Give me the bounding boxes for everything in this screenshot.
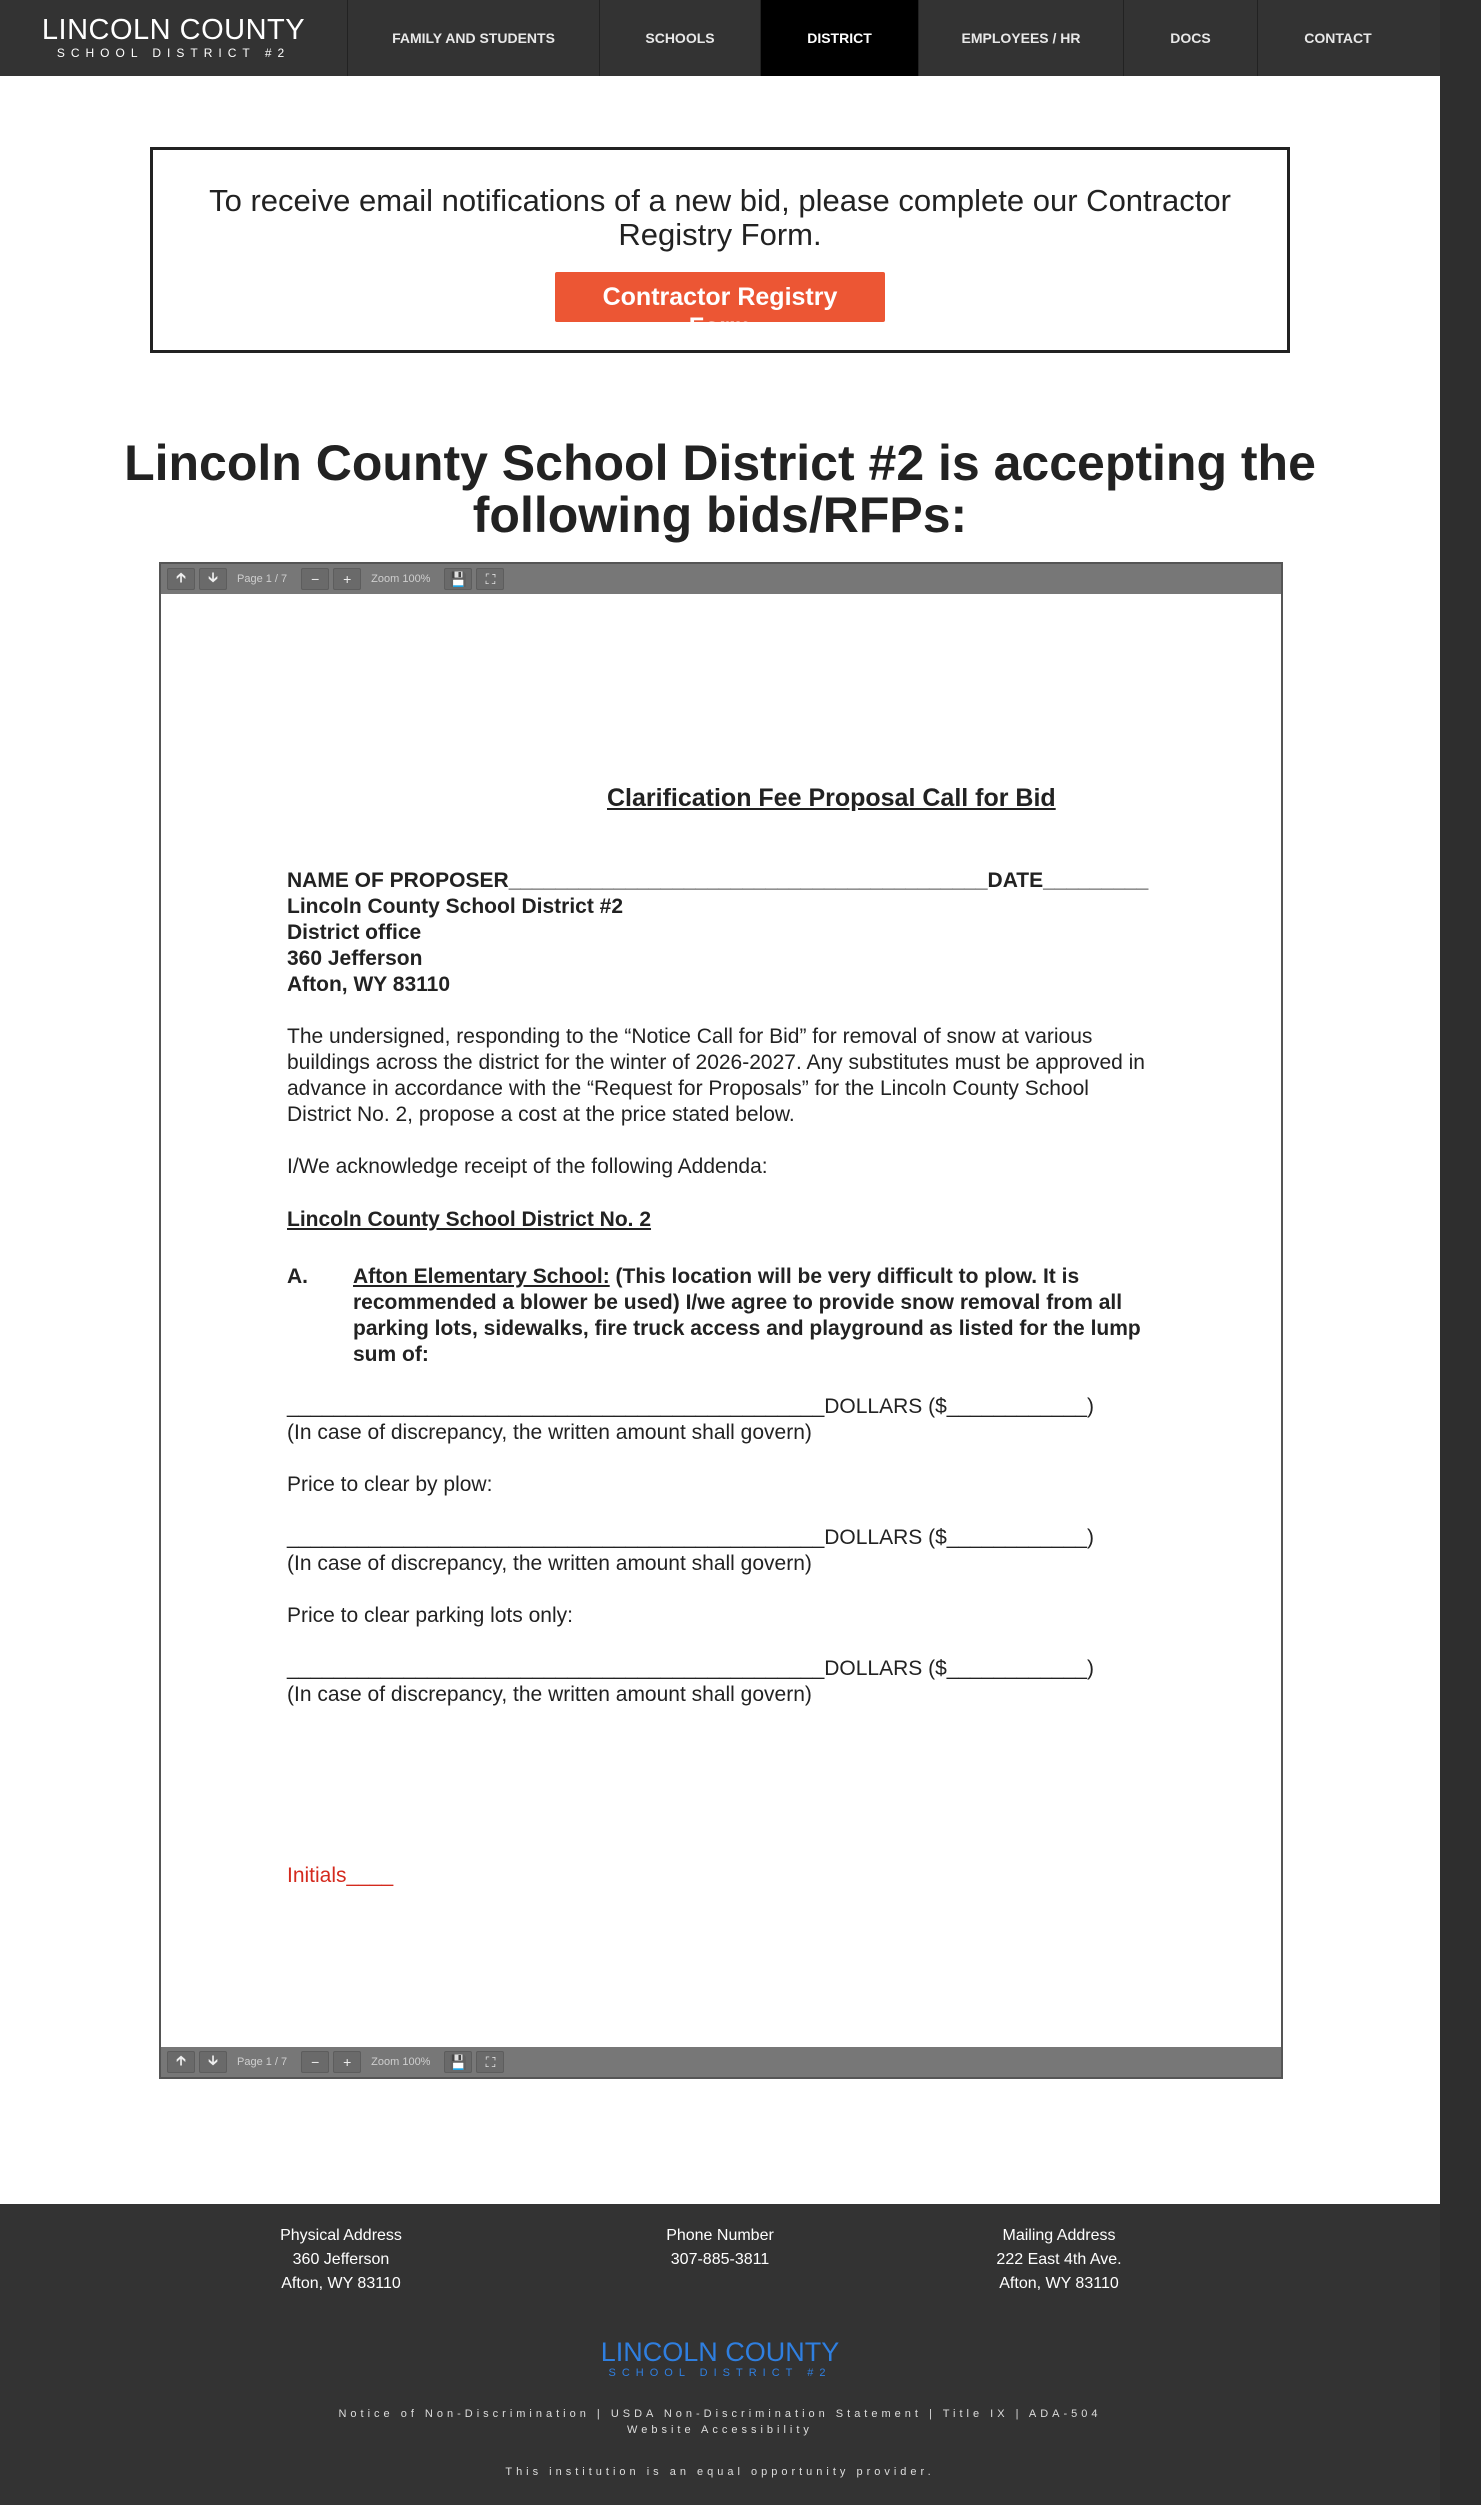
address-line: District office [287,921,422,944]
proposer-line: NAME OF PROPOSER_________________________________________DATE_________ [287,869,1149,892]
price-plow-label: Price to clear by plow: [287,1473,493,1496]
nav-item-contact[interactable]: CONTACT [1304,30,1372,46]
discrepancy-note: (In case of discrepancy, the written amount shall govern) [287,1552,812,1575]
address-line: Lincoln County School District #2 [287,895,624,918]
discrepancy-note: (In case of discrepancy, the written amount shall govern) [287,1421,812,1444]
item-letter: A. [287,1265,308,1288]
dollars-line: ______________________________________________DOLLARS ($____________) [287,1526,1094,1549]
footer-col-line: 360 Jefferson [292,2251,390,2268]
equal-opportunity-statement: This institution is an equal opportunity provider. [505,2466,935,2478]
footer-phone [570,2224,870,2272]
footer-mailing-address [909,2224,1209,2296]
registry-notice-box [150,147,1290,353]
footer-physical-address [191,2224,491,2296]
nav-item-employees-hr[interactable]: EMPLOYEES / HR [919,0,1124,76]
contractor-registry-button[interactable]: Contractor Registry Form [555,272,885,322]
intro-paragraph: The undersigned, responding to the “Notice Call for Bid” for removal of snow at various buildings across the district for the winter of 2026-2027. Any substitutes must be approved in advance in accordance with the “Request for Proposals” for the Lincoln County School District No. 2, propose a cost at the price stated below. [287,1025,1145,1126]
page-indicator: Page 1 / 7 [237,573,288,585]
price-lots-label: Price to clear parking lots only: [287,1604,573,1627]
footer-phone-number[interactable]: 307-885-3811 [670,2251,770,2268]
addenda-text: I/We acknowledge receipt of the following Addenda: [287,1155,768,1178]
fullscreen-icon[interactable]: ⛶ [476,568,504,590]
district-heading: Lincoln County School District No. 2 [287,1208,652,1231]
dollars-line: ______________________________________________DOLLARS ($____________) [287,1395,1094,1418]
footer-logo-subtitle: SCHOOL DISTRICT #2 [608,2367,832,2379]
footer-policy-links[interactable]: Notice of Non-Discrimination | USDA Non-Discrimination Statement | Title IX | ADA-504 [338,2408,1102,2420]
bid-item-a [287,1264,1147,1368]
pdf-toolbar-bottom [161,2047,1281,2077]
nav-item-family-and-students[interactable]: FAMILY AND STUDENTS [348,0,600,76]
pdf-toolbar-top [161,564,1281,594]
footer-col-title: Mailing Address [1002,2227,1116,2244]
footer [0,2204,1440,2505]
arrow-up-icon[interactable]: 🡱 [167,568,195,590]
plus-icon[interactable]: + [333,568,361,590]
discrepancy-note: (In case of discrepancy, the written amount shall govern) [287,1683,812,1706]
footer-col-line: Afton, WY 83110 [999,2275,1119,2292]
nav-item-schools[interactable]: SCHOOLS [600,0,761,76]
footer-accessibility-link[interactable]: Website Accessibility [627,2424,813,2436]
plus-icon[interactable]: + [333,2051,361,2073]
footer-logo[interactable] [0,2338,1440,2380]
footer-col-title: Phone Number [666,2227,774,2244]
footer-col-line: Afton, WY 83110 [281,2275,401,2292]
footer-col-title: Physical Address [280,2227,402,2244]
pdf-viewer [159,562,1283,2079]
arrow-up-icon[interactable]: 🡱 [167,2051,195,2073]
download-icon[interactable]: 💾 [444,2051,472,2073]
site-logo[interactable] [0,0,348,76]
page-title: Lincoln County School District #2 is accepting the following bids/RFPs: [124,435,1316,543]
scrollbar-track[interactable] [1440,0,1481,2505]
footer-col-line: 222 East 4th Ave. [996,2251,1122,2268]
logo-title: LINCOLN COUNTY [41,14,306,46]
zoom-indicator: Zoom 100% [371,2056,431,2068]
nav-item-district[interactable]: DISTRICT [761,0,919,76]
logo-subtitle: SCHOOL DISTRICT #2 [56,46,291,60]
dollars-line: ______________________________________________DOLLARS ($____________) [287,1657,1094,1680]
arrow-down-icon[interactable]: 🡳 [199,568,227,590]
footer-links [0,2406,1440,2438]
fullscreen-icon[interactable]: ⛶ [476,2051,504,2073]
document-title: Clarification Fee Proposal Call for Bid [607,784,1056,812]
registry-notice-text: To receive email notifications of a new bid, please complete our Contractor Registry Form. [209,183,1231,252]
minus-icon[interactable]: − [301,2051,329,2073]
footer-logo-title: LINCOLN COUNTY [600,2337,840,2367]
zoom-indicator: Zoom 100% [371,573,431,585]
download-icon[interactable]: 💾 [444,568,472,590]
item-school: Afton Elementary School: [353,1265,610,1288]
address-line: Afton, WY 83110 [287,973,450,996]
top-navigation [0,0,1440,76]
minus-icon[interactable]: − [301,568,329,590]
item-text: (This location will be very difficult to plow. It is recommended a blower be used) I/we agree to provide snow removal from all parking lots, sidewalks, fire truck access and playground as listed for the lump sum of: [353,1265,1141,1366]
initials-field: Initials____ [287,1864,394,1887]
arrow-down-icon[interactable]: 🡳 [199,2051,227,2073]
nav-item-docs[interactable]: DOCS [1124,0,1258,76]
page-indicator: Page 1 / 7 [237,2056,288,2068]
address-line: 360 Jefferson [287,947,423,970]
